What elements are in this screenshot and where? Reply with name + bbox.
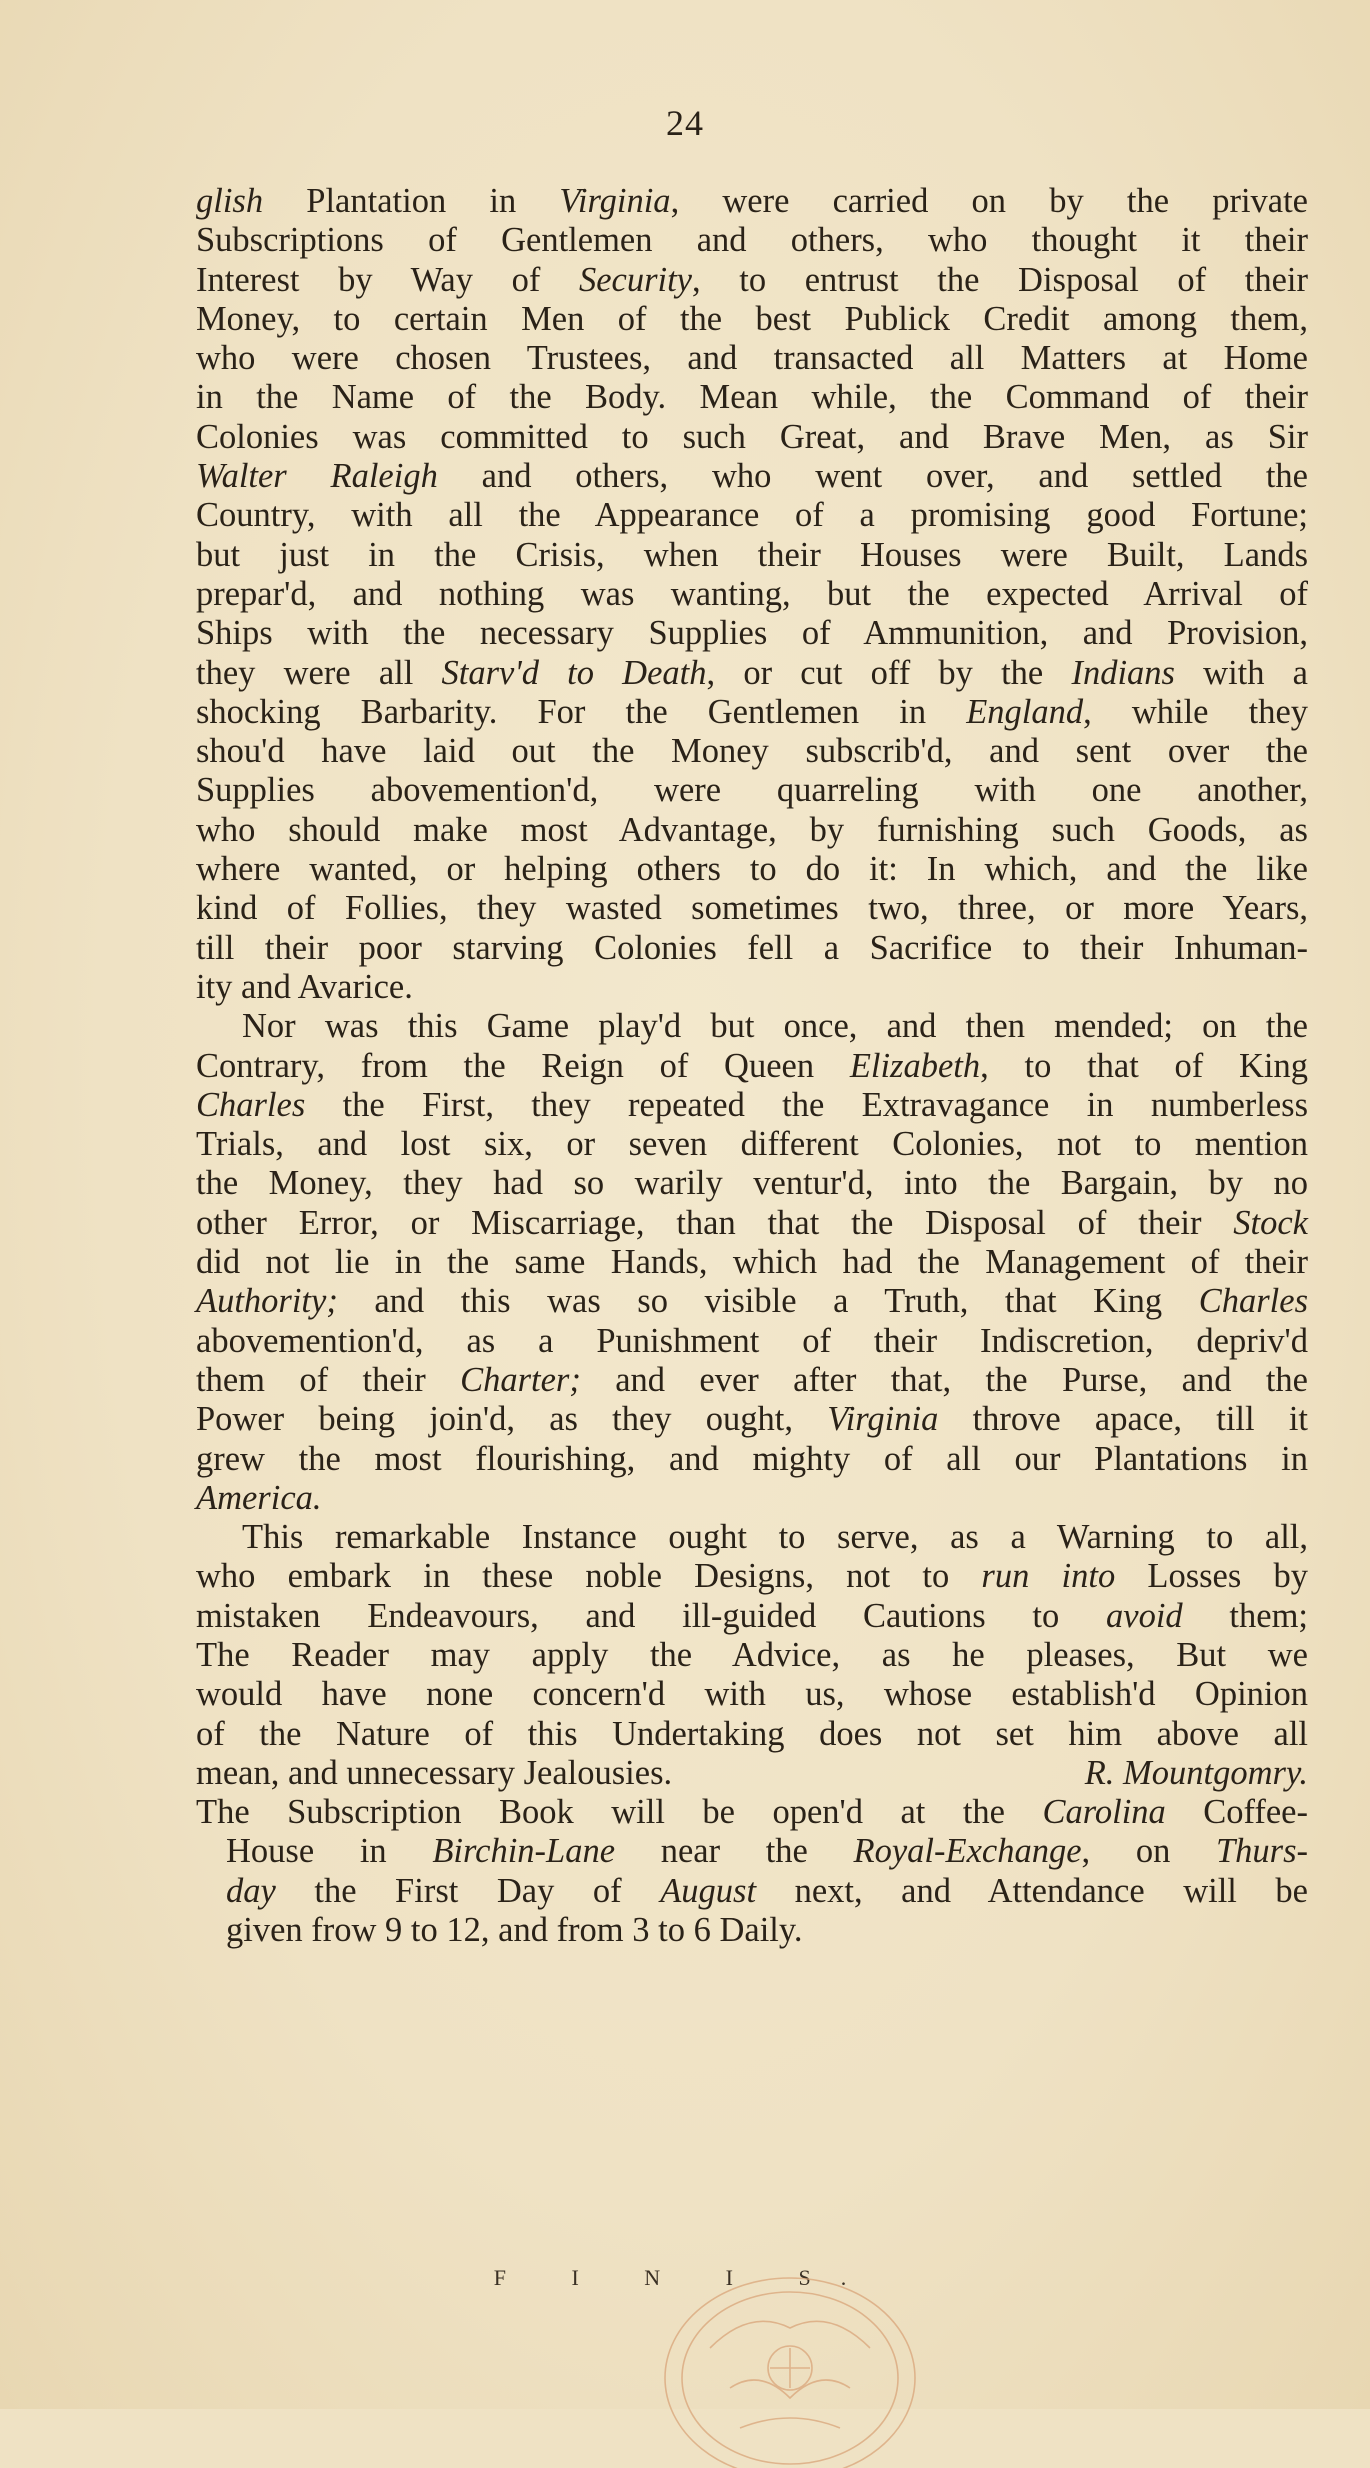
text-line: Nor was this Game play'd but once, and then mended; on the	[242, 1007, 1308, 1046]
text-line: in the Name of the Body. Mean while, the Command of their	[196, 378, 1308, 417]
text-line: abovemention'd, as a Punishment of their Indiscretion, depriv'd	[196, 1321, 1308, 1360]
text-line: The Reader may apply the Advice, as he pleases, But we	[196, 1635, 1308, 1674]
text-line: other Error, or Miscarriage, than that the Disposal of their Stock	[196, 1203, 1308, 1242]
text-line: Authority; and this was so visible a Truth, that King Charles	[196, 1282, 1308, 1321]
text-line: did not lie in the same Hands, which had the Management of their	[196, 1243, 1308, 1282]
text-line: Supplies abovemention'd, were quarreling with one another,	[196, 771, 1308, 810]
text-line: till their poor starving Colonies fell a Sacrifice to their Inhuman-	[196, 928, 1308, 967]
text-line: the Money, they had so warily ventur'd, into the Bargain, by no	[196, 1164, 1308, 1203]
text-line: who were chosen Trustees, and transacted all Matters at Home	[196, 339, 1308, 378]
text-line: kind of Follies, they wasted sometimes two, three, or more Years,	[196, 889, 1308, 928]
text-line: but just in the Crisis, when their Houses were Built, Lands	[196, 535, 1308, 574]
text-line: them of their Charter; and ever after that, the Purse, and the	[196, 1360, 1308, 1399]
text-line: shou'd have laid out the Money subscrib'd, and sent over the	[196, 732, 1308, 771]
text-line: Money, to certain Men of the best Publick Credit among them,	[196, 299, 1308, 338]
text-line: mean, and unnecessary Jealousies. R. Mountgomry.	[196, 1753, 1308, 1792]
text-line: mistaken Endeavours, and ill-guided Cautions to avoid them;	[196, 1596, 1308, 1635]
body-text	[196, 182, 1308, 1950]
text-line: given frow 9 to 12, and from 3 to 6 Daily.	[226, 1911, 803, 1950]
text-line: grew the most flourishing, and mighty of all our Plantations in	[196, 1439, 1308, 1478]
library-stamp-icon	[640, 2268, 940, 2468]
finis-colophon: F I N I S.	[493, 2265, 877, 2290]
text-line: Interest by Way of Security, to entrust the Disposal of their	[196, 260, 1308, 299]
text-line: Power being join'd, as they ought, Virginia throve apace, till it	[196, 1400, 1308, 1439]
text-line: would have none concern'd with us, whose establish'd Opinion	[196, 1675, 1308, 1714]
text-line: Colonies was committed to such Great, and Brave Men, as Sir	[196, 417, 1308, 456]
text-line: of the Nature of this Undertaking does not set him above all	[196, 1714, 1308, 1753]
text-line: Charles the First, they repeated the Extravagance in numberless	[196, 1085, 1308, 1124]
text-line: Country, with all the Appearance of a promising good Fortune;	[196, 496, 1308, 535]
text-line: day the First Day of August next, and Attendance will be	[226, 1871, 1308, 1910]
text-line: prepar'd, and nothing was wanting, but the expected Arrival of	[196, 574, 1308, 613]
text-line: shocking Barbarity. For the Gentlemen in England, while they	[196, 692, 1309, 731]
text-line: House in Birchin-Lane near the Royal-Exchange, on Thurs-	[226, 1832, 1309, 1871]
text-line: who should make most Advantage, by furnishing such Goods, as	[196, 810, 1308, 849]
text-line: Ships with the necessary Supplies of Ammunition, and Provision,	[196, 614, 1308, 653]
text-line: Walter Raleigh and others, who went over, and settled the	[196, 457, 1308, 496]
text-line: who embark in these noble Designs, not to run into Losses by	[196, 1557, 1308, 1596]
signature: R. Mountgomry.	[1084, 1753, 1308, 1792]
text-line: America.	[196, 1478, 322, 1517]
text-line: The Subscription Book will be open'd at the Carolina Coffee-	[196, 1793, 1308, 1832]
text-line: Subscriptions of Gentlemen and others, who thought it their	[196, 221, 1308, 260]
text-line: Trials, and lost six, or seven different Colonies, not to mention	[196, 1125, 1308, 1164]
text-line: ity and Avarice.	[196, 967, 413, 1006]
text-line: where wanted, or helping others to do it: In which, and the like	[196, 850, 1308, 889]
page-number: 24	[666, 103, 704, 143]
text-line: they were all Starv'd to Death, or cut off by the Indians with a	[196, 653, 1308, 692]
text-line: Contrary, from the Reign of Queen Elizabeth, to that of King	[196, 1046, 1308, 1085]
text-line: This remarkable Instance ought to serve, as a Warning to all,	[242, 1518, 1308, 1557]
text-line: glish Plantation in Virginia, were carried on by the private	[196, 182, 1308, 220]
